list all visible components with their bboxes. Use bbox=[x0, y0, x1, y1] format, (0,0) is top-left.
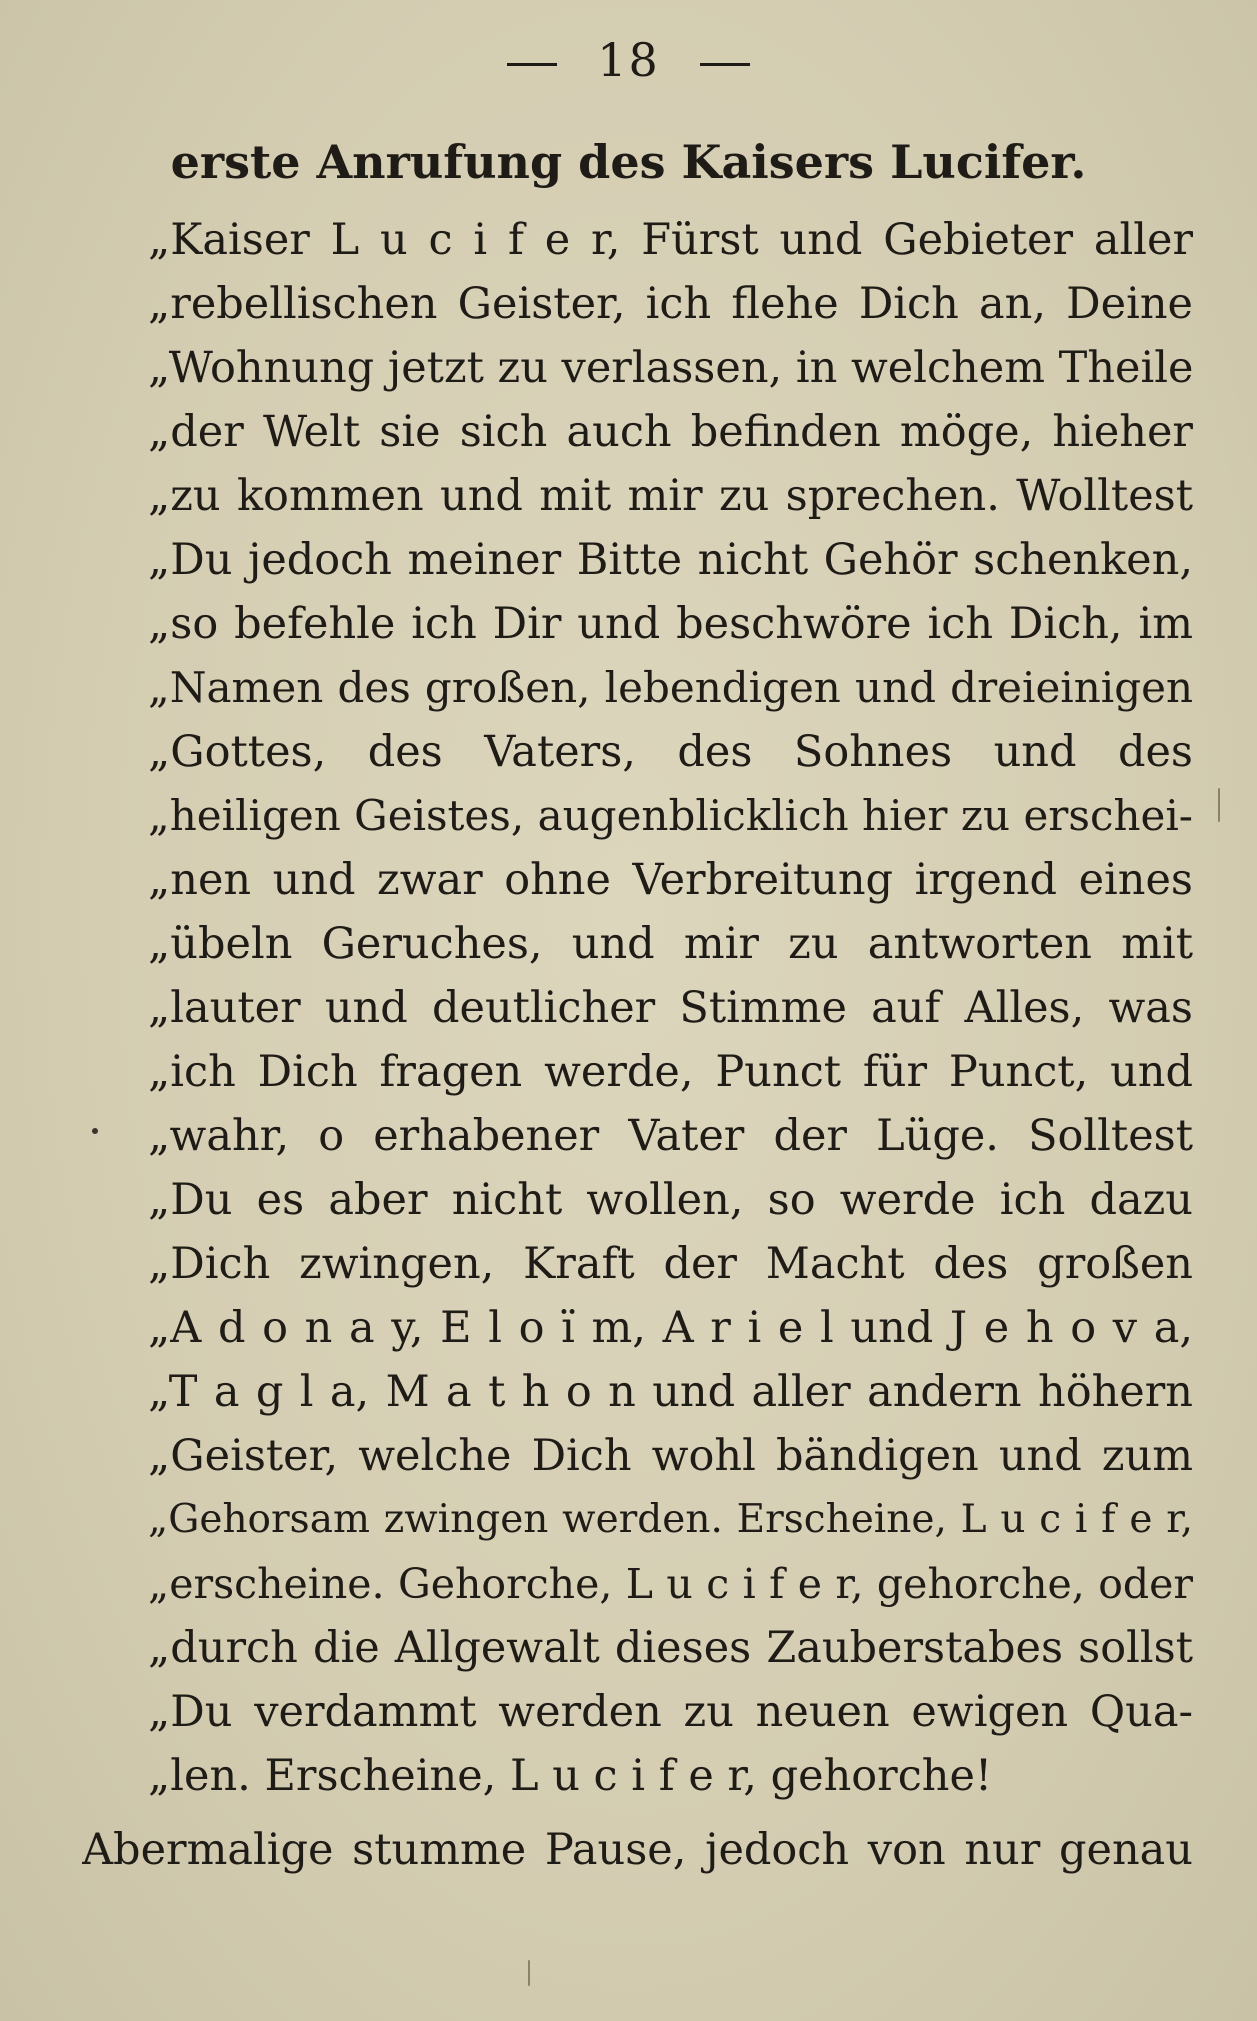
page-number bbox=[0, 30, 1257, 90]
text-line: „erscheine. Gehorche, L u c i f e r, gehorche, oder bbox=[148, 1560, 1193, 1608]
print-speck bbox=[1218, 788, 1220, 822]
text-line: „so befehle ich Dir und beschwöre ich Dich, im bbox=[148, 599, 1193, 649]
dash-right bbox=[700, 63, 750, 66]
text-line: „durch die Allgewalt dieses Zauberstabes sollst bbox=[148, 1623, 1193, 1673]
text-line: „lauter und deutlicher Stimme auf Alles, was bbox=[148, 983, 1193, 1033]
text-line: „rebellischen Geister, ich flehe Dich an, Deine bbox=[148, 279, 1193, 329]
text-line: „len. Erscheine, L u c i f e r, gehorche! bbox=[148, 1751, 993, 1801]
print-speck bbox=[92, 1128, 98, 1134]
text-line: „Gehorsam zwingen werden. Erscheine, L u c i f e r, bbox=[148, 1497, 1193, 1542]
text-line: „übeln Geruches, und mir zu antworten mit bbox=[148, 919, 1193, 969]
dash-left bbox=[507, 63, 557, 66]
text-line: „Gottes, des Vaters, des Sohnes und des bbox=[148, 727, 1193, 777]
text-line: „A d o n a y, E l o ï m, A r i e l und J e h o v a, bbox=[148, 1303, 1193, 1353]
text-line: „Namen des großen, lebendigen und dreieinigen bbox=[148, 663, 1193, 712]
text-line: „zu kommen und mit mir zu sprechen. Wolltest bbox=[148, 471, 1193, 521]
text-line: „Geister, welche Dich wohl bändigen und zum bbox=[148, 1431, 1193, 1481]
text-line: „Wohnung jetzt zu verlassen, in welchem Theile bbox=[148, 343, 1193, 393]
text-line: „heiligen Geistes, augenblicklich hier zu erschei- bbox=[148, 791, 1193, 840]
text-line: „Kaiser L u c i f e r, Fürst und Gebieter aller bbox=[148, 215, 1193, 265]
section-heading: erste Anrufung des Kaisers Lucifer. bbox=[170, 135, 1087, 189]
text-line: „Du jedoch meiner Bitte nicht Gehör schenken, bbox=[148, 535, 1193, 585]
text-line: „T a g l a, M a t h o n und aller andern höhern bbox=[148, 1367, 1193, 1417]
text-line: „Du verdammt werden zu neuen ewigen Qua- bbox=[148, 1687, 1193, 1737]
closing-line: Abermalige stumme Pause, jedoch von nur genau bbox=[82, 1825, 1193, 1875]
text-line: „Du es aber nicht wollen, so werde ich dazu bbox=[148, 1175, 1193, 1225]
text-line: „wahr, o erhabener Vater der Lüge. Solltest bbox=[148, 1111, 1193, 1161]
text-line: „Dich zwingen, Kraft der Macht des großen bbox=[148, 1239, 1193, 1289]
text-line: „ich Dich fragen werde, Punct für Punct, und bbox=[148, 1047, 1193, 1097]
invocation-text bbox=[148, 208, 1193, 1808]
page-number-text: 18 bbox=[597, 33, 660, 87]
print-speck bbox=[528, 1960, 530, 1986]
text-line: „der Welt sie sich auch befinden möge, hieher bbox=[148, 407, 1193, 457]
text-line: „nen und zwar ohne Verbreitung irgend eines bbox=[148, 855, 1193, 905]
